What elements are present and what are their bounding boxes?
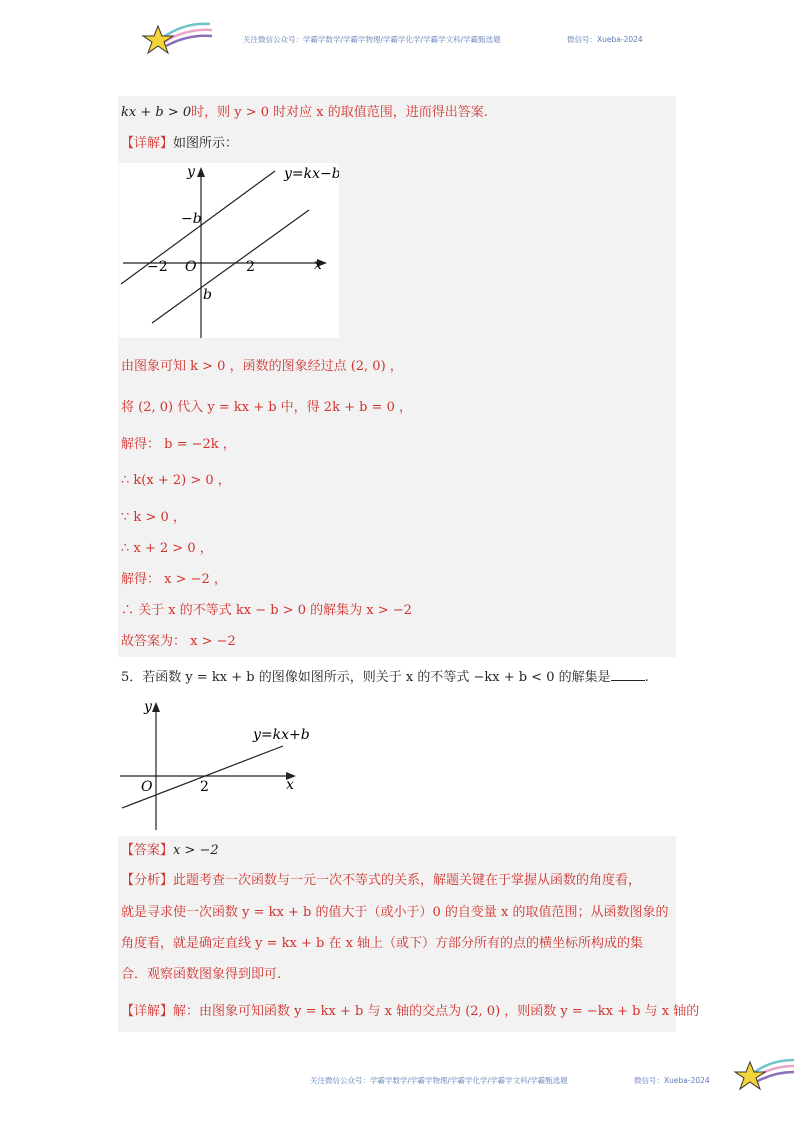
neg2-label: −2 [147, 259, 168, 275]
q4-intro-expr: kx + b > 0 [121, 105, 192, 120]
q4-step-2: 将 (2, 0) 代入 y = kx + b 中，得 2k + b = 0 ， [121, 400, 412, 415]
y-label: y [187, 164, 195, 180]
q5-graph-svg [118, 694, 318, 830]
y-axis-arrow-icon [152, 702, 160, 712]
footer-channel-text: 关注微信公众号：学霸学数学/学霸学物理/学霸学化学/学霸学文科/学霸甄选题 [310, 1076, 568, 1085]
q4-step-3: 解得： b = −2k ， [121, 437, 236, 452]
q4-step-1: 由图象可知 k > 0 ，函数的图象经过点 (2, 0) ， [121, 359, 403, 374]
q4-step-6: ∴ x + 2 > 0 ， [121, 541, 213, 556]
neg-b-label: −b [181, 211, 202, 227]
footer-star-logo-icon [730, 1052, 794, 1096]
q4-intro-rest: 时，则 y > 0 时对应 x 的取值范围，进而得出答案. [191, 105, 488, 120]
q5-analysis-line-3: 角度看，就是确定直线 y = kx + b 在 x 轴上（或下）方部分所有的点的横坐标所构成的集 [121, 936, 644, 951]
y-label: y [144, 699, 152, 715]
q5-analysis-line-1 [121, 872, 641, 890]
footer-wechat-text: 微信号：Xueba-2024 [634, 1076, 710, 1085]
b-label: b [203, 287, 212, 303]
q5-question-end: . [644, 670, 649, 685]
q4-detail-tag: 【详解】 [121, 136, 174, 151]
lower-line [152, 210, 309, 323]
y-axis-arrow-icon [197, 167, 205, 177]
x-label: x [286, 777, 294, 793]
q5-analysis-line-4: 合．观察函数图象得到即可. [121, 967, 282, 982]
two-label: 2 [246, 259, 255, 275]
q4-step-8: ∴ 关于 x 的不等式 kx − b > 0 的解集为 x > −2 [121, 603, 412, 618]
line-label: y=kx−b [284, 166, 339, 182]
q4-intro-line [121, 104, 488, 122]
q5-detail-text: 解：由图象可知函数 y = kx + b 与 x 轴的交点为 (2, 0) ，则函数 y = −kx + b 与 x 轴的 [173, 1004, 700, 1019]
x-label: x [314, 257, 322, 273]
answer-blank [611, 668, 645, 681]
q4-step-4: ∴ k(x + 2) > 0 ， [121, 473, 231, 488]
q4-step-7: 解得： x > −2 ， [121, 572, 227, 587]
star-logo-icon [140, 18, 215, 60]
q5-question-text: 5．若函数 y = kx + b 的图像如图所示，则关于 x 的不等式 −kx + b < 0 的解集是 [121, 670, 611, 685]
q4-detail-text: 如图所示： [173, 136, 239, 151]
header-channel-text: 关注微信公众号：学霸学数学/学霸学物理/学霸学化学/学霸学文科/学霸甄选题 [243, 35, 501, 44]
q4-step-9: 故答案为： x > −2 [121, 634, 236, 649]
q5-question [121, 666, 649, 685]
page-header [0, 0, 794, 70]
q4-graph-svg [119, 163, 339, 338]
q5-detail-line [121, 1003, 699, 1021]
q4-step-5: ∵ k > 0 ， [121, 510, 186, 525]
function-line [122, 746, 283, 808]
two-label: 2 [200, 779, 209, 795]
q5-analysis-tag: 【分析】 [121, 873, 174, 888]
q4-graph [119, 163, 339, 338]
q5-answer-text: x > −2 [173, 843, 219, 858]
q5-answer-line [121, 842, 219, 860]
header-wechat-text: 微信号：Xueba-2024 [567, 35, 643, 44]
q5-detail-tag: 【详解】 [121, 1004, 174, 1019]
line-label: y=kx+b [253, 727, 310, 743]
q4-detail-line [121, 135, 238, 153]
q5-answer-tag: 【答案】 [121, 843, 174, 858]
q5-analysis-line-2: 就是寻求使一次函数 y = kx + b 的值大于（或小于）0 的自变量 x 的取值范围；从函数图象的 [121, 905, 669, 920]
q5-graph [118, 694, 318, 830]
origin-label: O [141, 779, 153, 795]
origin-label: O [185, 259, 197, 275]
q5-analysis-text-1: 此题考查一次函数与一元一次不等式的关系，解题关键在于掌握从函数的角度看， [173, 873, 642, 888]
